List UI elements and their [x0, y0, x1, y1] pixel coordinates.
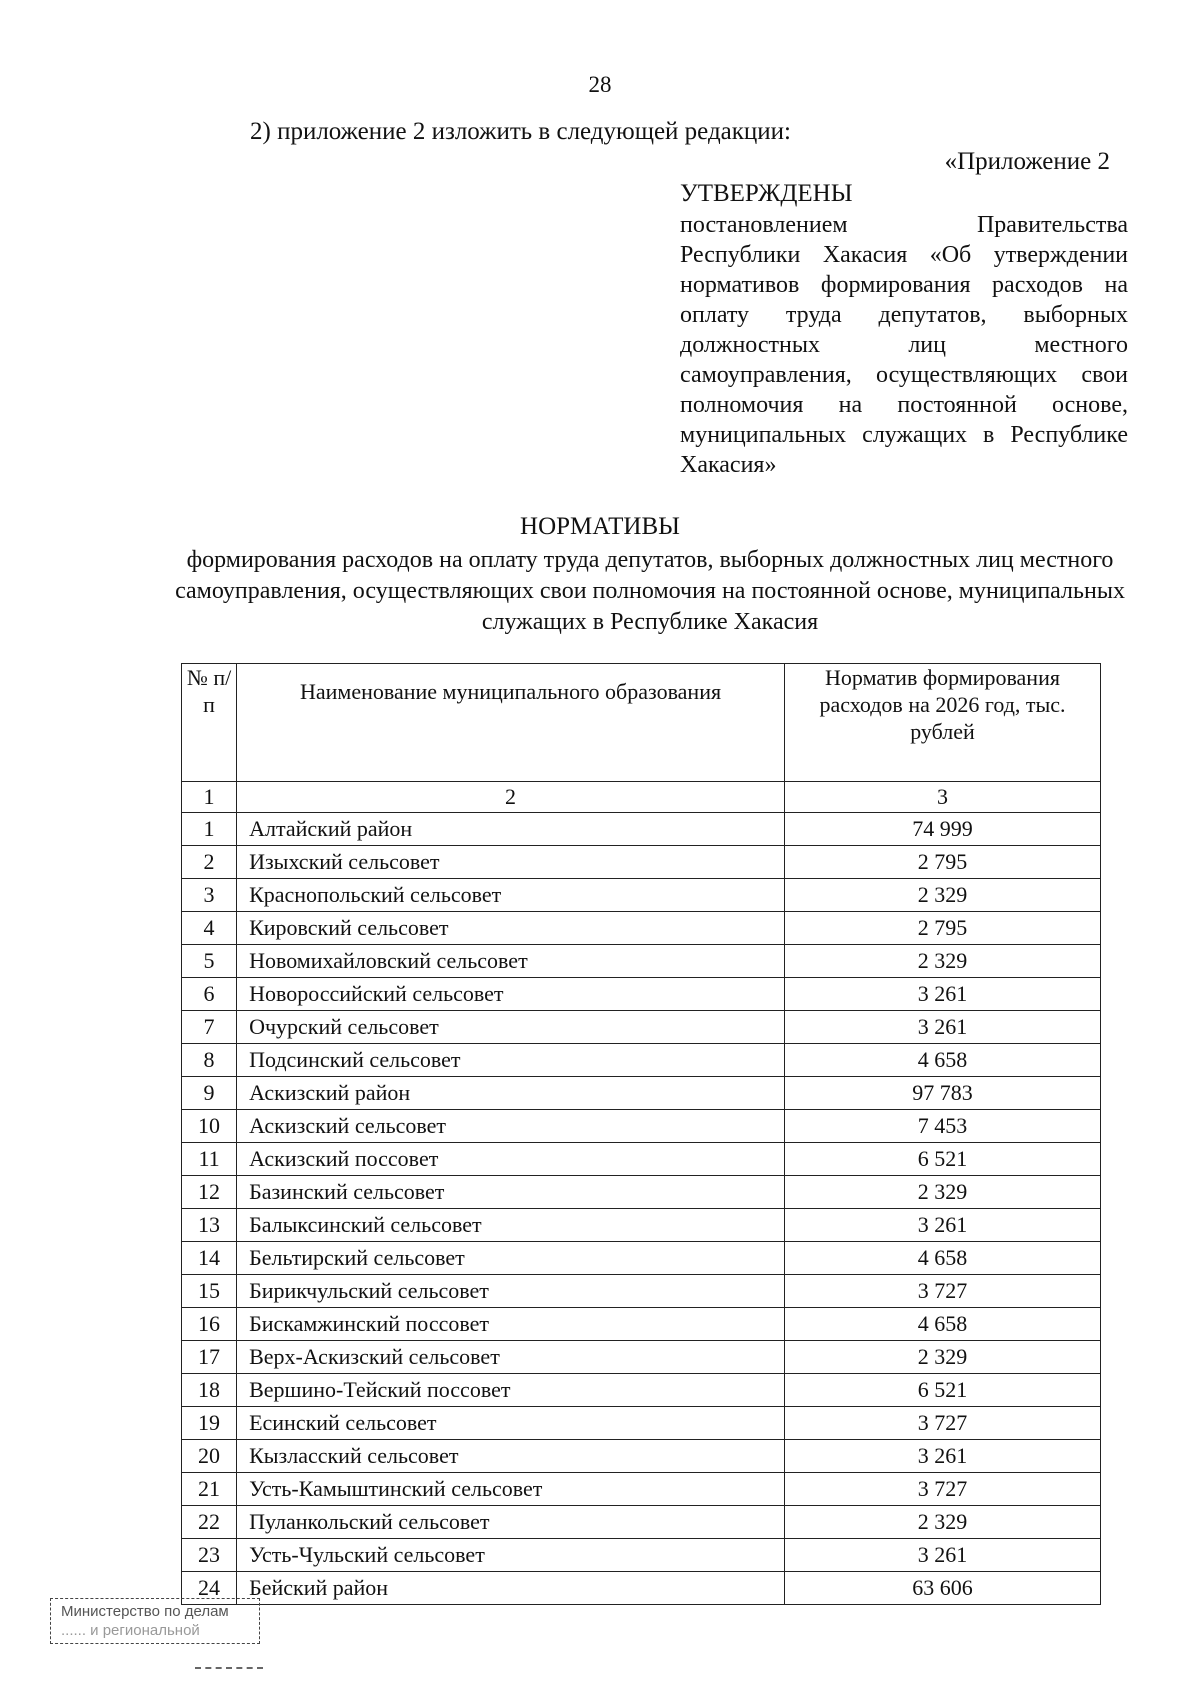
row-name: Бирикчульский сельсовет: [237, 1275, 785, 1308]
column-number-2: 2: [237, 782, 785, 813]
row-name: Вершино-Тейский поссовет: [237, 1374, 785, 1407]
table-row: [182, 1209, 1101, 1242]
row-number: 16: [182, 1308, 237, 1341]
table-row: [182, 912, 1101, 945]
row-number: 6: [182, 978, 237, 1011]
header-num: № п/п: [182, 664, 237, 782]
row-name: Верх-Аскизский сельсовет: [237, 1341, 785, 1374]
row-number: 4: [182, 912, 237, 945]
table-row: [182, 1242, 1101, 1275]
row-number: 23: [182, 1539, 237, 1572]
row-number: 8: [182, 1044, 237, 1077]
row-number: 12: [182, 1176, 237, 1209]
row-name: Пуланкольский сельсовет: [237, 1506, 785, 1539]
table-row: [182, 1506, 1101, 1539]
row-number: 20: [182, 1440, 237, 1473]
row-name: Изыхский сельсовет: [237, 846, 785, 879]
row-name: Есинский сельсовет: [237, 1407, 785, 1440]
row-value: 7 453: [785, 1110, 1101, 1143]
row-value: 3 261: [785, 1011, 1101, 1044]
row-number: 5: [182, 945, 237, 978]
row-number: 14: [182, 1242, 237, 1275]
intro-text: 2) приложение 2 изложить в следующей редакции:: [250, 118, 791, 145]
stamp-underline: [195, 1667, 263, 1669]
appendix-label: «Приложение 2: [944, 148, 1110, 175]
row-value: 6 521: [785, 1143, 1101, 1176]
row-value: 2 329: [785, 1341, 1101, 1374]
table-row: [182, 1473, 1101, 1506]
stamp-line-1: Министерство по делам: [61, 1603, 229, 1620]
row-number: 10: [182, 1110, 237, 1143]
table-header-row: [182, 664, 1101, 782]
row-value: 2 329: [785, 1506, 1101, 1539]
row-value: 3 261: [785, 1209, 1101, 1242]
row-name: Усть-Камыштинский сельсовет: [237, 1473, 785, 1506]
row-name: Очурский сельсовет: [237, 1011, 785, 1044]
table-row: [182, 1374, 1101, 1407]
row-name: Усть-Чульский сельсовет: [237, 1539, 785, 1572]
table-row: [182, 813, 1101, 846]
row-value: 97 783: [785, 1077, 1101, 1110]
document-title: НОРМАТИВЫ: [520, 513, 680, 540]
row-number: 24: [182, 1572, 237, 1605]
row-number: 22: [182, 1506, 237, 1539]
row-value: 4 658: [785, 1044, 1101, 1077]
page-number: 28: [588, 72, 612, 97]
row-value: 2 329: [785, 879, 1101, 912]
table-row: [182, 945, 1101, 978]
row-name: Аскизский сельсовет: [237, 1110, 785, 1143]
row-value: 2 795: [785, 912, 1101, 945]
row-name: Кызласский сельсовет: [237, 1440, 785, 1473]
row-name: Новороссийский сельсовет: [237, 978, 785, 1011]
table-row: [182, 1308, 1101, 1341]
row-value: 3 261: [785, 1440, 1101, 1473]
table-row: [182, 978, 1101, 1011]
row-value: 3 727: [785, 1473, 1101, 1506]
row-name: Подсинский сельсовет: [237, 1044, 785, 1077]
row-name: Аскизский поссовет: [237, 1143, 785, 1176]
approval-heading: УТВЕРЖДЕНЫ: [680, 180, 853, 207]
table-row: [182, 1077, 1101, 1110]
row-number: 13: [182, 1209, 237, 1242]
row-name: Базинский сельсовет: [237, 1176, 785, 1209]
column-number-row: [182, 782, 1101, 813]
row-name: Бельтирский сельсовет: [237, 1242, 785, 1275]
stamp-line-2: ...... и региональной: [61, 1622, 200, 1639]
row-name: Бейский район: [237, 1572, 785, 1605]
table-row: [182, 1407, 1101, 1440]
row-number: 18: [182, 1374, 237, 1407]
table-row: [182, 1044, 1101, 1077]
row-number: 1: [182, 813, 237, 846]
table-body: [182, 813, 1101, 1605]
row-value: 74 999: [785, 813, 1101, 846]
row-value: 6 521: [785, 1374, 1101, 1407]
row-number: 7: [182, 1011, 237, 1044]
table-row: [182, 1275, 1101, 1308]
row-value: 3 727: [785, 1407, 1101, 1440]
row-name: Бискамжинский поссовет: [237, 1308, 785, 1341]
row-number: 11: [182, 1143, 237, 1176]
row-name: Аскизский район: [237, 1077, 785, 1110]
column-number-3: 3: [785, 782, 1101, 813]
norms-table: [181, 663, 1101, 1605]
row-value: 4 658: [785, 1308, 1101, 1341]
row-number: 21: [182, 1473, 237, 1506]
row-number: 3: [182, 879, 237, 912]
row-value: 3 261: [785, 978, 1101, 1011]
row-number: 15: [182, 1275, 237, 1308]
row-name: Алтайский район: [237, 813, 785, 846]
table-row: [182, 1440, 1101, 1473]
table-row: [182, 1572, 1101, 1605]
document-subtitle: формирования расходов на оплату труда депутатов, выборных должностных лиц местного самоуправления, осуществляющих свои полномочия на постоянной основе, муниципальных служащих в Республике Хакасия: [175, 547, 1125, 635]
row-number: 9: [182, 1077, 237, 1110]
approval-text: постановлением Правительства Республики Хакасия «Об утверждении нормативов формирования расходов на оплату труда депутатов, выборных должностных лиц местного самоуправления, осуществляющих свои полномочия на постоянной основе, муниципальных служащих в Республике Хакасия»: [680, 212, 1128, 478]
row-name: Новомихайловский сельсовет: [237, 945, 785, 978]
column-number-1: 1: [182, 782, 237, 813]
row-number: 2: [182, 846, 237, 879]
table-row: [182, 1011, 1101, 1044]
table-row: [182, 1110, 1101, 1143]
row-number: 19: [182, 1407, 237, 1440]
row-name: Кировский сельсовет: [237, 912, 785, 945]
row-value: 2 795: [785, 846, 1101, 879]
row-value: 3 261: [785, 1539, 1101, 1572]
row-value: 4 658: [785, 1242, 1101, 1275]
row-name: Краснопольский сельсовет: [237, 879, 785, 912]
ministry-stamp: [50, 1598, 260, 1644]
row-value: 2 329: [785, 1176, 1101, 1209]
row-value: 3 727: [785, 1275, 1101, 1308]
table-row: [182, 879, 1101, 912]
row-name: Балыксинский сельсовет: [237, 1209, 785, 1242]
table-row: [182, 1143, 1101, 1176]
row-number: 17: [182, 1341, 237, 1374]
table-row: [182, 1341, 1101, 1374]
header-value: Норматив формирования расходов на 2026 год, тыс. рублей: [785, 664, 1101, 782]
table-row: [182, 846, 1101, 879]
table-row: [182, 1176, 1101, 1209]
row-value: 2 329: [785, 945, 1101, 978]
row-value: 63 606: [785, 1572, 1101, 1605]
header-name: Наименование муниципального образования: [237, 664, 785, 782]
table-row: [182, 1539, 1101, 1572]
